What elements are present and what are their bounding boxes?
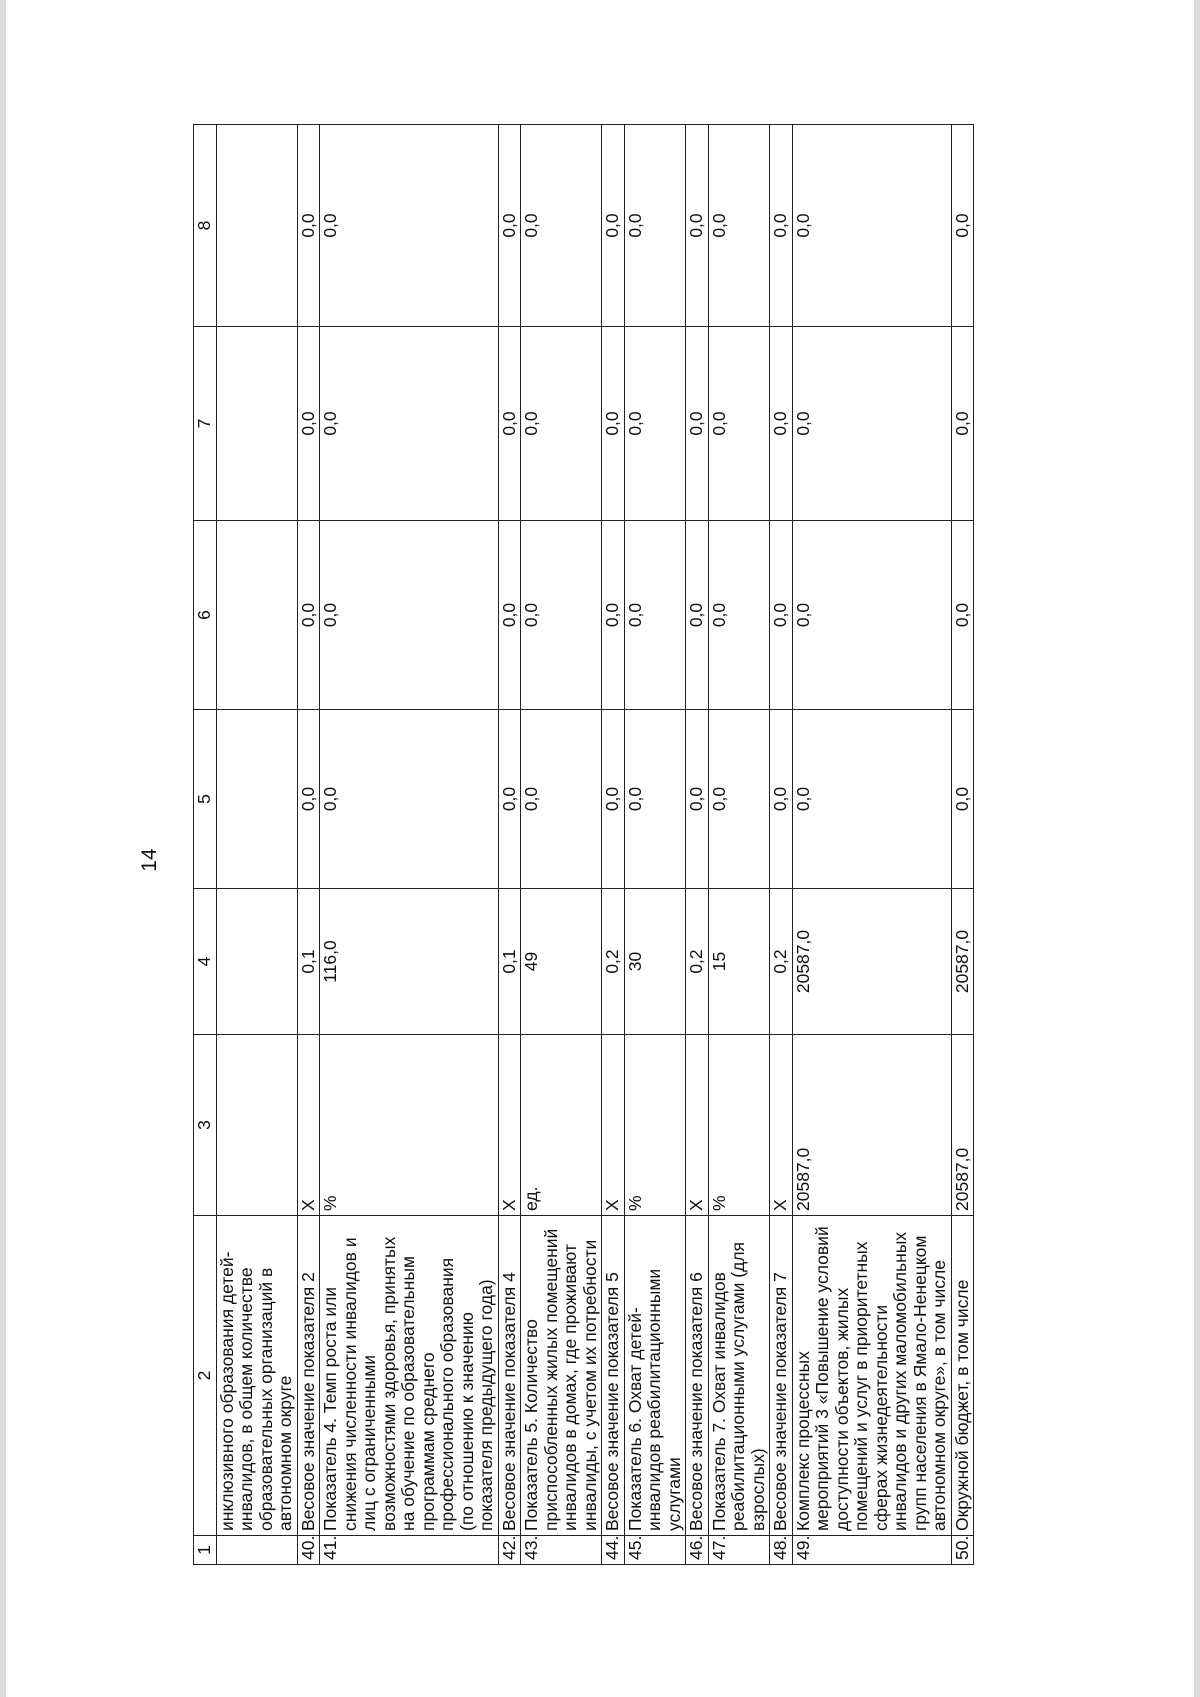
- value-cell: 0,0: [602, 710, 625, 889]
- row-number: 49.: [792, 1536, 951, 1565]
- rotated-table-wrapper: [193, 125, 1095, 1565]
- page-number: 14: [138, 848, 161, 872]
- value-cell: 116,0: [320, 889, 499, 1035]
- value-cell: 0,0: [686, 125, 709, 327]
- value-cell: 0,0: [770, 710, 793, 889]
- table-row: [624, 125, 686, 1565]
- value-cell: 0,0: [708, 327, 770, 521]
- value-cell: 0,0: [686, 521, 709, 710]
- indicator-name: Весовое значение показателя 6: [686, 1216, 709, 1536]
- row-number: 48.: [770, 1536, 793, 1565]
- value-cell: 0,0: [624, 710, 686, 889]
- header-cell: 2: [194, 1216, 217, 1536]
- row-number: [216, 1536, 297, 1565]
- value-cell: 0,2: [770, 889, 793, 1035]
- value-cell: 20587,0: [951, 889, 974, 1035]
- row-number: 43.: [521, 1536, 602, 1565]
- table-row: [216, 125, 297, 1565]
- row-number: 44.: [602, 1536, 625, 1565]
- value-cell: 0,0: [770, 125, 793, 327]
- value-cell: 0,0: [686, 710, 709, 889]
- row-number: 47.: [708, 1536, 770, 1565]
- unit-cell: X: [770, 1035, 793, 1216]
- value-cell: 0,0: [521, 125, 602, 327]
- table-row: [708, 125, 770, 1565]
- unit-cell: %: [708, 1035, 770, 1216]
- unit-cell: 20587,0: [951, 1035, 974, 1216]
- value-cell: 0,0: [498, 521, 521, 710]
- unit-cell: %: [320, 1035, 499, 1216]
- value-cell: 0,0: [602, 327, 625, 521]
- value-cell: 0,0: [792, 521, 951, 710]
- value-cell: 0,0: [602, 125, 625, 327]
- value-cell: [216, 710, 297, 889]
- value-cell: [216, 521, 297, 710]
- header-cell: 4: [194, 889, 217, 1035]
- value-cell: 0,2: [602, 889, 625, 1035]
- value-cell: 49: [521, 889, 602, 1035]
- value-cell: 0,0: [521, 710, 602, 889]
- unit-cell: X: [297, 1035, 320, 1216]
- row-number: 45.: [624, 1536, 686, 1565]
- value-cell: 0,0: [708, 125, 770, 327]
- table-row: [686, 125, 709, 1565]
- value-cell: 0,0: [297, 710, 320, 889]
- table-row: [498, 125, 521, 1565]
- unit-cell: 20587,0: [792, 1035, 951, 1216]
- row-number: 40.: [297, 1536, 320, 1565]
- value-cell: 0,0: [792, 327, 951, 521]
- table-row: [770, 125, 793, 1565]
- table-row: [521, 125, 602, 1565]
- value-cell: 0,0: [624, 125, 686, 327]
- header-cell: 5: [194, 710, 217, 889]
- unit-cell: ед.: [521, 1035, 602, 1216]
- value-cell: 0,0: [521, 327, 602, 521]
- indicator-name: Весовое значение показателя 4: [498, 1216, 521, 1536]
- indicator-name: Показатель 4. Темп роста или снижения численности инвалидов и лиц с ограниченными возможностями здоровья, принятых на обучение по образовательным программам среднего профессионального образования (по отношению к значению показателя предыдущего года): [320, 1216, 499, 1536]
- value-cell: [216, 889, 297, 1035]
- value-cell: 0,0: [320, 125, 499, 327]
- unit-cell: %: [624, 1035, 686, 1216]
- value-cell: 0,0: [951, 710, 974, 889]
- indicator-name: Показатель 7. Охват инвалидов реабилитационными услугами (для взрослых): [708, 1216, 770, 1536]
- header-cell: 3: [194, 1035, 217, 1216]
- row-number: 41.: [320, 1536, 499, 1565]
- unit-cell: [216, 1035, 297, 1216]
- indicator-name: Окружной бюджет, в том числе: [951, 1216, 974, 1536]
- value-cell: 0,0: [521, 521, 602, 710]
- document-page: [6, 0, 1194, 1697]
- value-cell: 0,0: [951, 521, 974, 710]
- value-cell: 0,0: [951, 327, 974, 521]
- value-cell: 0,0: [297, 327, 320, 521]
- table-row: [951, 125, 974, 1565]
- value-cell: 0,0: [320, 710, 499, 889]
- value-cell: 0,0: [792, 125, 951, 327]
- header-cell: 7: [194, 327, 217, 521]
- indicators-table: [193, 124, 974, 1565]
- value-cell: [216, 327, 297, 521]
- indicator-name: Показатель 5. Количество приспособленных жилых помещений инвалидов в домах, где проживают инвалиды, с учетом их потребности: [521, 1216, 602, 1536]
- value-cell: 15: [708, 889, 770, 1035]
- table-row: [792, 125, 951, 1565]
- value-cell: 0,0: [320, 521, 499, 710]
- indicator-name: Комплекс процессных мероприятий 3 «Повышение условий доступности объектов, жилых помещений и услуг в приоритетных сферах жизнедеятельности инвалидов и других маломобильных групп населения в Ямало-Ненецком автономном округе», в том числе: [792, 1216, 951, 1536]
- indicator-name: Весовое значение показателя 7: [770, 1216, 793, 1536]
- header-cell: 1: [194, 1536, 217, 1565]
- table-row: [297, 125, 320, 1565]
- table-header-row: [194, 125, 217, 1565]
- value-cell: 0,0: [770, 521, 793, 710]
- value-cell: 0,0: [770, 327, 793, 521]
- value-cell: 0,0: [624, 327, 686, 521]
- value-cell: 0,0: [624, 521, 686, 710]
- value-cell: 0,0: [297, 521, 320, 710]
- indicator-name: инклюзивного образования детей- инвалидов, в общем количестве образовательных организаций в автономном округе: [216, 1216, 297, 1536]
- value-cell: 0,0: [498, 125, 521, 327]
- table-row: [320, 125, 499, 1565]
- row-number: 42.: [498, 1536, 521, 1565]
- indicator-name: Весовое значение показателя 5: [602, 1216, 625, 1536]
- table-row: [602, 125, 625, 1565]
- unit-cell: X: [602, 1035, 625, 1216]
- value-cell: 0,0: [708, 521, 770, 710]
- value-cell: 30: [624, 889, 686, 1035]
- header-cell: 8: [194, 125, 217, 327]
- value-cell: 20587,0: [792, 889, 951, 1035]
- value-cell: 0,0: [602, 521, 625, 710]
- row-number: 50.: [951, 1536, 974, 1565]
- value-cell: 0,0: [686, 327, 709, 521]
- value-cell: [216, 125, 297, 327]
- header-cell: 6: [194, 521, 217, 710]
- unit-cell: X: [498, 1035, 521, 1216]
- value-cell: 0,0: [320, 327, 499, 521]
- value-cell: 0,1: [498, 889, 521, 1035]
- indicator-name: Показатель 6. Охват детей- инвалидов реабилитационными услугами: [624, 1216, 686, 1536]
- value-cell: 0,0: [792, 710, 951, 889]
- unit-cell: X: [686, 1035, 709, 1216]
- value-cell: 0,0: [498, 327, 521, 521]
- value-cell: 0,0: [951, 125, 974, 327]
- value-cell: 0,1: [297, 889, 320, 1035]
- value-cell: 0,0: [297, 125, 320, 327]
- indicator-name: Весовое значение показателя 2: [297, 1216, 320, 1536]
- value-cell: 0,0: [498, 710, 521, 889]
- row-number: 46.: [686, 1536, 709, 1565]
- value-cell: 0,0: [708, 710, 770, 889]
- value-cell: 0,2: [686, 889, 709, 1035]
